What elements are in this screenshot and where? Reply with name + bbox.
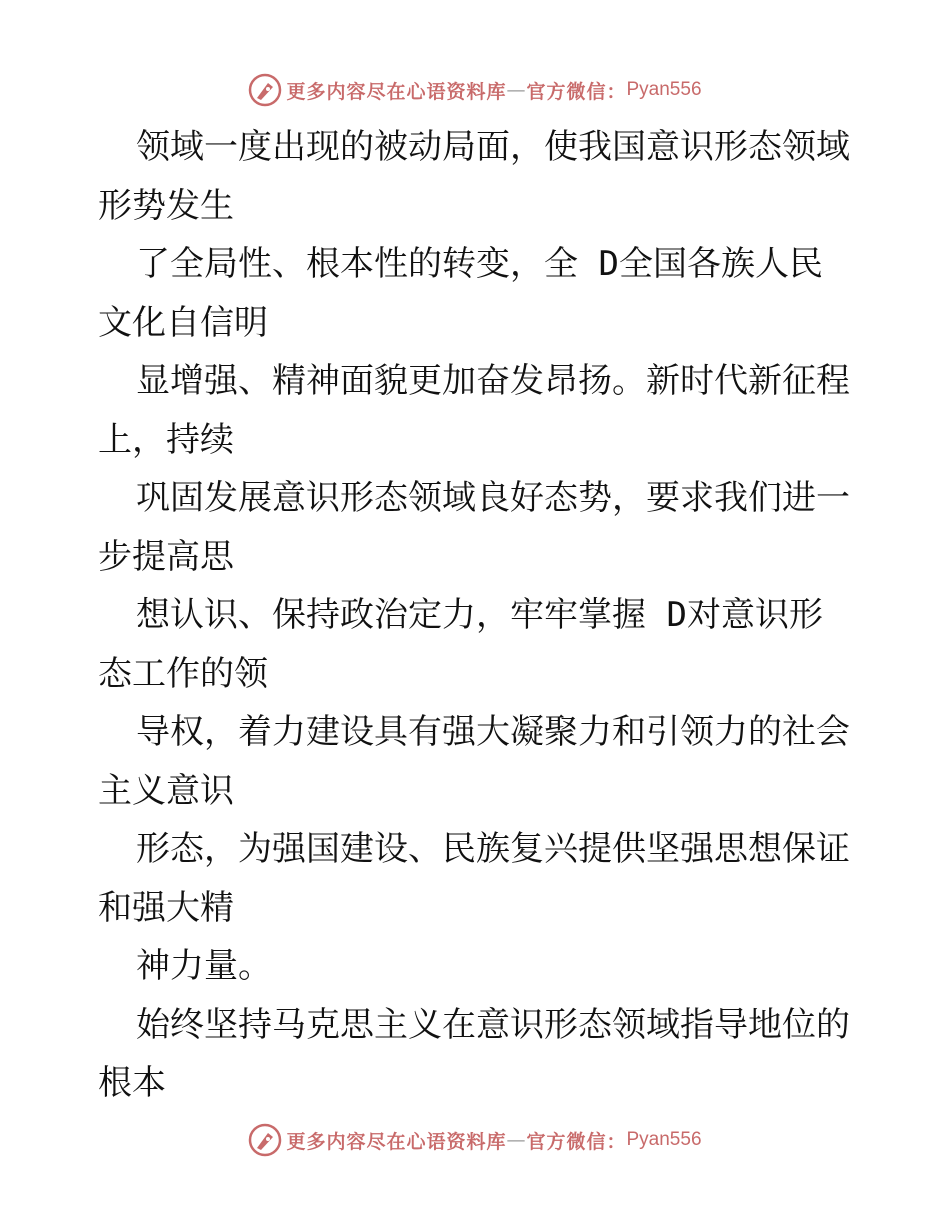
body-text: [98, 118, 858, 1113]
pen-nib-circle-icon: [248, 73, 282, 107]
text-line: 主义意识: [98, 770, 234, 811]
text-line: 和强大精: [98, 887, 234, 928]
text-line: 形势发生: [98, 185, 234, 226]
header-main-text: 更多内容尽在心语资料库: [286, 80, 507, 103]
text-line: 步提高思: [98, 536, 234, 577]
text-line: 上，持续: [98, 419, 234, 460]
header-separator: —: [506, 79, 527, 101]
text-line: 领域一度出现的被动局面，使我国意识形态领域: [136, 127, 850, 167]
text-line: 文化自信明: [98, 302, 268, 343]
header-wechat-id: Pyan556: [626, 79, 702, 100]
header-wechat-label: 官方微信：: [526, 80, 627, 103]
text-line: 态工作的领: [98, 653, 268, 694]
text-line: 了全局性、根本性的转变，全 D全国各族人民: [136, 244, 823, 284]
footer-banner: [0, 1120, 950, 1160]
pen-nib-circle-icon: [248, 1123, 282, 1157]
header-banner: [0, 70, 950, 110]
text-line: 形态，为强国建设、民族复兴提供坚强思想保证: [136, 829, 850, 869]
footer-separator: —: [506, 1129, 527, 1151]
text-line: 巩固发展意识形态领域良好态势，要求我们进一: [136, 478, 850, 518]
footer-wechat-label: 官方微信：: [526, 1130, 627, 1153]
text-line: 导权，着力建设具有强大凝聚力和引领力的社会: [136, 712, 850, 752]
footer-wechat-id: Pyan556: [626, 1129, 702, 1150]
text-line: 神力量。: [136, 946, 272, 986]
text-line: 根本: [98, 1063, 166, 1103]
text-line: 始终坚持马克思主义在意识形态领域指导地位的: [136, 1004, 850, 1045]
footer-main-text: 更多内容尽在心语资料库: [286, 1130, 507, 1153]
text-line: 想认识、保持政治定力，牢牢掌握 D对意识形: [136, 595, 823, 635]
text-line: 显增强、精神面貌更加奋发昂扬。新时代新征程: [136, 361, 850, 401]
